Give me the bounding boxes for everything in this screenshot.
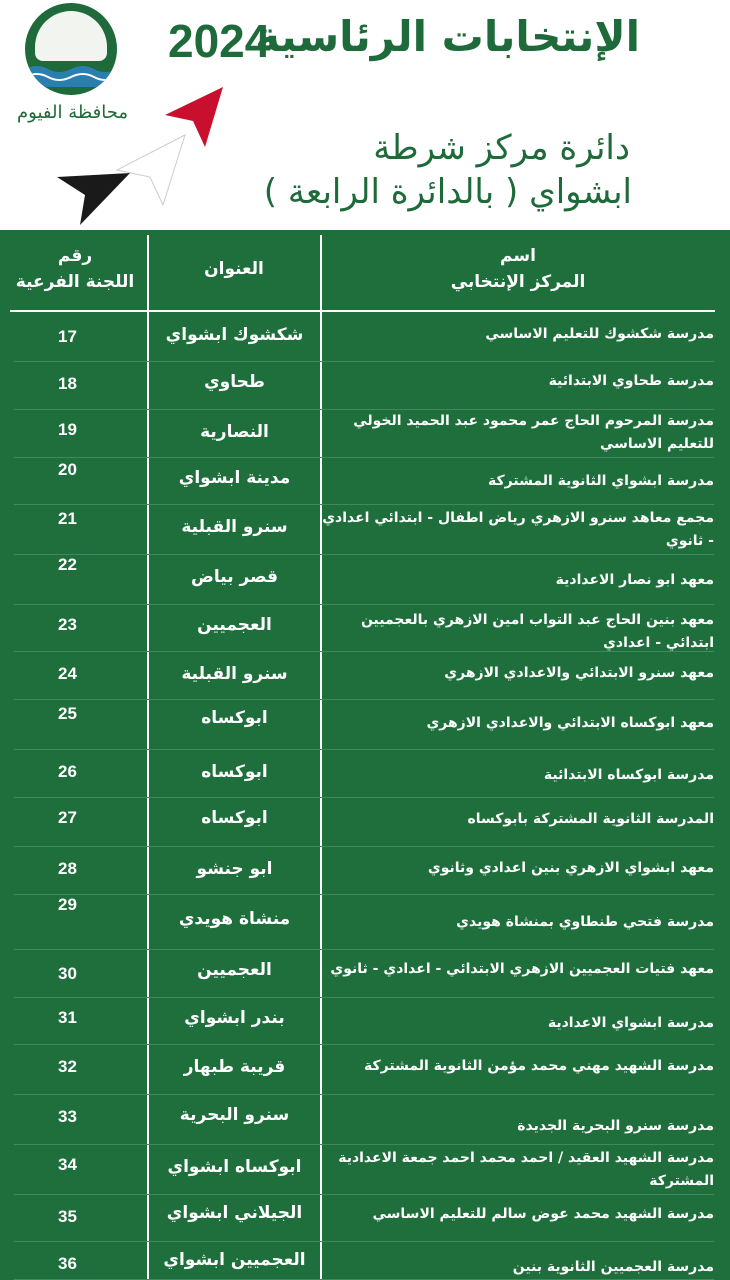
table-row bbox=[0, 605, 730, 652]
committee-number: 17 bbox=[58, 327, 77, 346]
committee-number: 32 bbox=[58, 1057, 77, 1076]
committee-number: 21 bbox=[58, 509, 77, 528]
committee-number: 24 bbox=[58, 664, 77, 683]
flag-arrows-icon bbox=[55, 85, 230, 230]
committee-number: 26 bbox=[58, 762, 77, 781]
committee-number: 36 bbox=[58, 1254, 77, 1273]
district-line1: دائرة مركز شرطة bbox=[373, 128, 630, 168]
station-address: العجميين ابشواي bbox=[163, 1250, 306, 1270]
election-year: 2024 bbox=[168, 15, 271, 67]
committee-number: 33 bbox=[58, 1107, 77, 1126]
committee-number: 30 bbox=[58, 964, 77, 983]
station-address: ابوكساه bbox=[201, 808, 268, 828]
header-divider bbox=[10, 310, 715, 312]
station-name: مدرسة الشهيد مهني محمد مؤمن الثانوية المشتركة bbox=[364, 1058, 714, 1074]
station-name: معهد ابشواي الازهري بنين اعدادي وثانوي bbox=[427, 860, 714, 876]
station-address: ابوكساه bbox=[201, 708, 268, 728]
table-row bbox=[0, 652, 730, 700]
station-name: مدرسة ابشواي الثانوية المشتركة bbox=[488, 473, 714, 489]
station-address: ابوكساه bbox=[201, 762, 268, 782]
station-name: مدرسة فتحي طنطاوي بمنشاة هويدي bbox=[456, 914, 714, 930]
table-row bbox=[0, 798, 730, 847]
table-row bbox=[0, 555, 730, 605]
station-address: سنرو القبلية bbox=[181, 517, 288, 537]
committee-number: 20 bbox=[58, 460, 77, 479]
table-row bbox=[0, 1045, 730, 1095]
committee-number: 35 bbox=[58, 1207, 77, 1226]
station-address: الجيلاني ابشواي bbox=[166, 1203, 303, 1223]
station-address: طحاوي bbox=[204, 372, 265, 392]
station-name: مدرسة الشهيد محمد عوض سالم للتعليم الاساسي bbox=[372, 1206, 714, 1222]
table-row bbox=[0, 950, 730, 998]
logo-emblem bbox=[35, 11, 107, 61]
logo-waves-icon bbox=[25, 61, 117, 87]
station-address: العجميين bbox=[197, 615, 272, 635]
station-name: مجمع معاهد سنرو الازهري رياض اطفال - ابتدائي اعدادي - ثانوي bbox=[322, 510, 714, 549]
committee-number: 25 bbox=[58, 704, 77, 723]
table-row bbox=[0, 410, 730, 458]
header-committee-number: رقم اللجنة الفرعية bbox=[15, 246, 135, 292]
committee-number: 22 bbox=[58, 555, 77, 574]
table-row bbox=[0, 1195, 730, 1242]
governorate-logo bbox=[25, 3, 117, 95]
station-name: مدرسة الشهيد العقيد / احمد محمد احمد جمعة الاعدادية المشتركة bbox=[338, 1150, 714, 1189]
station-name: مدرسة المرحوم الحاج عمر محمود عبد الحميد الخولي للتعليم الاساسي bbox=[353, 413, 714, 452]
station-name: مدرسة ابوكساه الابتدائية bbox=[543, 767, 714, 783]
table-row bbox=[0, 847, 730, 895]
table-row bbox=[0, 700, 730, 750]
district-line2: ابشواي ( بالدائرة الرابعة ) bbox=[263, 172, 632, 212]
station-address: شكشوك ابشواي bbox=[165, 325, 304, 345]
table-row bbox=[0, 895, 730, 950]
table-row bbox=[0, 315, 730, 362]
station-name: مدرسة سنرو البحرية الجديدة bbox=[517, 1118, 714, 1134]
committee-number: 23 bbox=[58, 615, 77, 634]
station-name: مدرسة ابشواي الاعدادية bbox=[547, 1015, 714, 1031]
table-row bbox=[0, 505, 730, 555]
station-address: ابوكساه ابشواي bbox=[167, 1157, 302, 1177]
station-name: مدرسة العجميين الثانوية بنين bbox=[512, 1259, 714, 1275]
page-header bbox=[0, 0, 730, 230]
table-row bbox=[0, 1095, 730, 1145]
polling-stations-table bbox=[0, 230, 730, 1280]
station-address: بندر ابشواي bbox=[184, 1008, 285, 1028]
page-title: الإنتخابات الرئاسية bbox=[255, 12, 640, 61]
station-name: مدرسة طحاوي الابتدائية bbox=[548, 373, 714, 389]
committee-number: 18 bbox=[58, 374, 77, 393]
station-address: العجميين bbox=[197, 960, 272, 980]
table-row bbox=[0, 998, 730, 1045]
committee-number: 28 bbox=[58, 859, 77, 878]
committee-number: 31 bbox=[58, 1008, 77, 1027]
header-address: العنوان bbox=[204, 259, 264, 279]
table-row bbox=[0, 750, 730, 798]
station-name: معهد فتيات العجميين الازهري الابتدائي - اعدادي - ثانوي bbox=[330, 961, 714, 977]
station-address: ابو جنشو bbox=[196, 859, 273, 879]
table-row bbox=[0, 458, 730, 505]
station-name: المدرسة الثانوية المشتركة بابوكساه bbox=[467, 811, 714, 827]
station-name: معهد ابوكساه الابتدائي والاعدادي الازهري bbox=[426, 715, 714, 731]
station-name: معهد سنرو الابتدائي والاعدادي الازهري bbox=[444, 665, 714, 681]
committee-number: 19 bbox=[58, 420, 77, 439]
station-name: معهد ابو نصار الاعدادية bbox=[555, 572, 714, 588]
station-address: سنرو البحرية bbox=[179, 1105, 290, 1125]
station-address: سنرو القبلية bbox=[181, 664, 288, 684]
station-address: النصارية bbox=[200, 422, 269, 442]
committee-number: 27 bbox=[58, 808, 77, 827]
table-row bbox=[0, 1242, 730, 1280]
table-row bbox=[0, 362, 730, 410]
committee-number: 29 bbox=[58, 895, 77, 914]
committee-number: 34 bbox=[58, 1155, 77, 1174]
station-address: منشاة هويدي bbox=[178, 909, 291, 929]
governorate-name: محافظة الفيوم bbox=[17, 102, 128, 123]
station-address: قريبة طبهار bbox=[183, 1057, 286, 1077]
station-address: قصر بياض bbox=[191, 567, 278, 587]
table-row bbox=[0, 1145, 730, 1195]
station-name: معهد بنين الحاج عبد التواب امين الازهري بالعجميين ابتدائي - اعدادي bbox=[360, 612, 714, 651]
station-address: مدينة ابشواي bbox=[178, 468, 291, 488]
header-center-name: اسم المركز الإنتخابي bbox=[450, 246, 586, 292]
station-name: مدرسة شكشوك للتعليم الاساسي bbox=[485, 326, 714, 342]
